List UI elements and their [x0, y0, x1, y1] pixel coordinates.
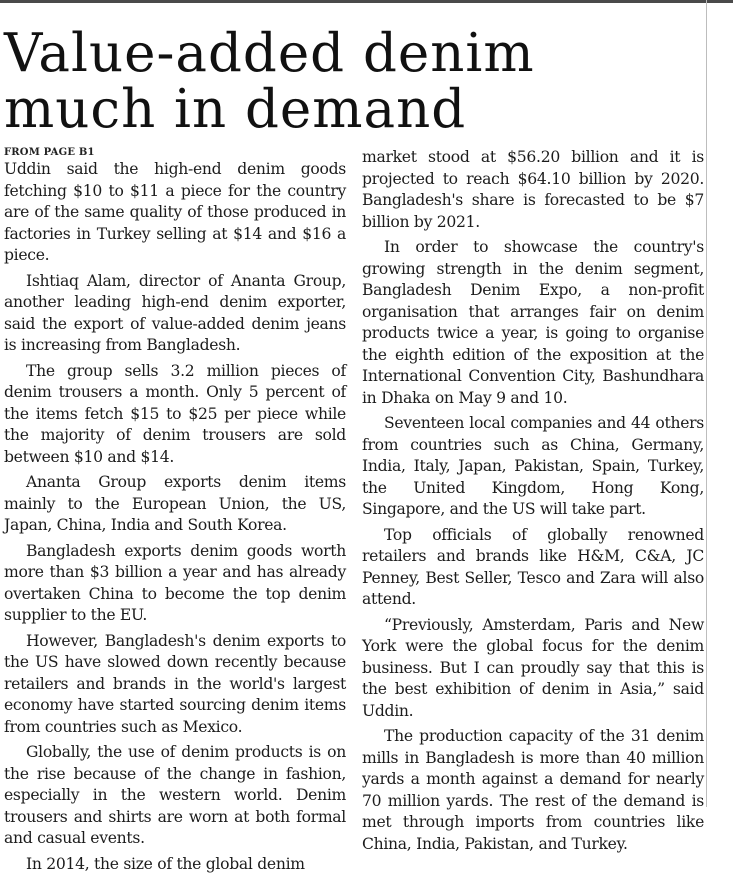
paragraph: However, Bangladesh's denim exports to the US have slowed down recently because retailers and brands in the world's largest economy have started sourcing denim items from countries such as Mexico. — [4, 631, 346, 736]
paragraph: The group sells 3.2 million pieces of denim trousers a month. Only 5 percent of the items fetch $15 to $25 per piece while the majority of denim trousers are sold between $10 and $14. — [4, 361, 346, 466]
paragraph: “Previously, Amsterdam, Paris and New York were the global focus for the denim business. But I can proudly say that this is the best exhibition of denim in Asia,” said Uddin. — [362, 615, 704, 720]
paragraph: Globally, the use of denim products is on the rise because of the change in fashion, especially in the western world. Denim trousers and shirts are worn at both formal and casual events. — [4, 743, 346, 847]
top-rule — [0, 0, 733, 3]
paragraph: In 2014, the size of the global denim — [26, 854, 305, 873]
headline — [4, 23, 704, 140]
paragraph: Bangladesh exports denim goods worth more than $3 billion a year and has already overtaken China to become the top denim supplier to the EU. — [4, 541, 346, 624]
article-column-left — [4, 146, 346, 879]
headline-line-2: much in demand — [4, 79, 467, 140]
headline-line-1: Value-added denim — [4, 23, 535, 84]
paragraph: Top officials of globally renowned retailers and brands like H&M, C&A, JC Penney, Best Seller, Tesco and Zara will also attend. — [362, 525, 704, 608]
paragraph: Seventeen local companies and 44 others from countries such as China, Germany, India, Italy, Japan, Pakistan, Spain, Turkey, the United Kingdom, Hong Kong, Singapore, and the US will take part. — [362, 414, 704, 518]
paragraph: Ishtiaq Alam, director of Ananta Group, another leading high-end denim exporter, said the export of value-added denim jeans is increasing from Bangladesh. — [4, 271, 346, 354]
paragraph: Uddin said the high-end denim goods fetching $10 to $11 a piece for the country are of the same quality of those produced in factories in Turkey selling at $14 and $16 a piece. — [4, 160, 346, 264]
paragraph: Ananta Group exports denim items mainly to the European Union, the US, Japan, China, India and South Korea. — [4, 473, 346, 534]
kicker: FROM PAGE B1 — [4, 147, 95, 158]
paragraph: In order to showcase the country's growing strength in the denim segment, Bangladesh Denim Expo, a non-profit organisation that arranges fair on denim products twice a year, is going to organise the eighth edition of the exposition at the International Convention City, Bashundhara in Dhaka on May 9 and 10. — [362, 238, 704, 407]
paragraph: The production capacity of the 31 denim mills in Bangladesh is more than 40 million yards a month against a demand for nearly 70 million yards. The rest of the demand is met through imports from countries like China, India, Pakistan, and Turkey. — [362, 727, 704, 853]
paragraph: market stood at $56.20 billion and it is projected to reach $64.10 billion by 2020. Bangladesh's share is forecasted to be $7 billion by 2021. — [362, 148, 704, 231]
column-rule — [706, 0, 707, 807]
article-column-right — [362, 147, 704, 859]
